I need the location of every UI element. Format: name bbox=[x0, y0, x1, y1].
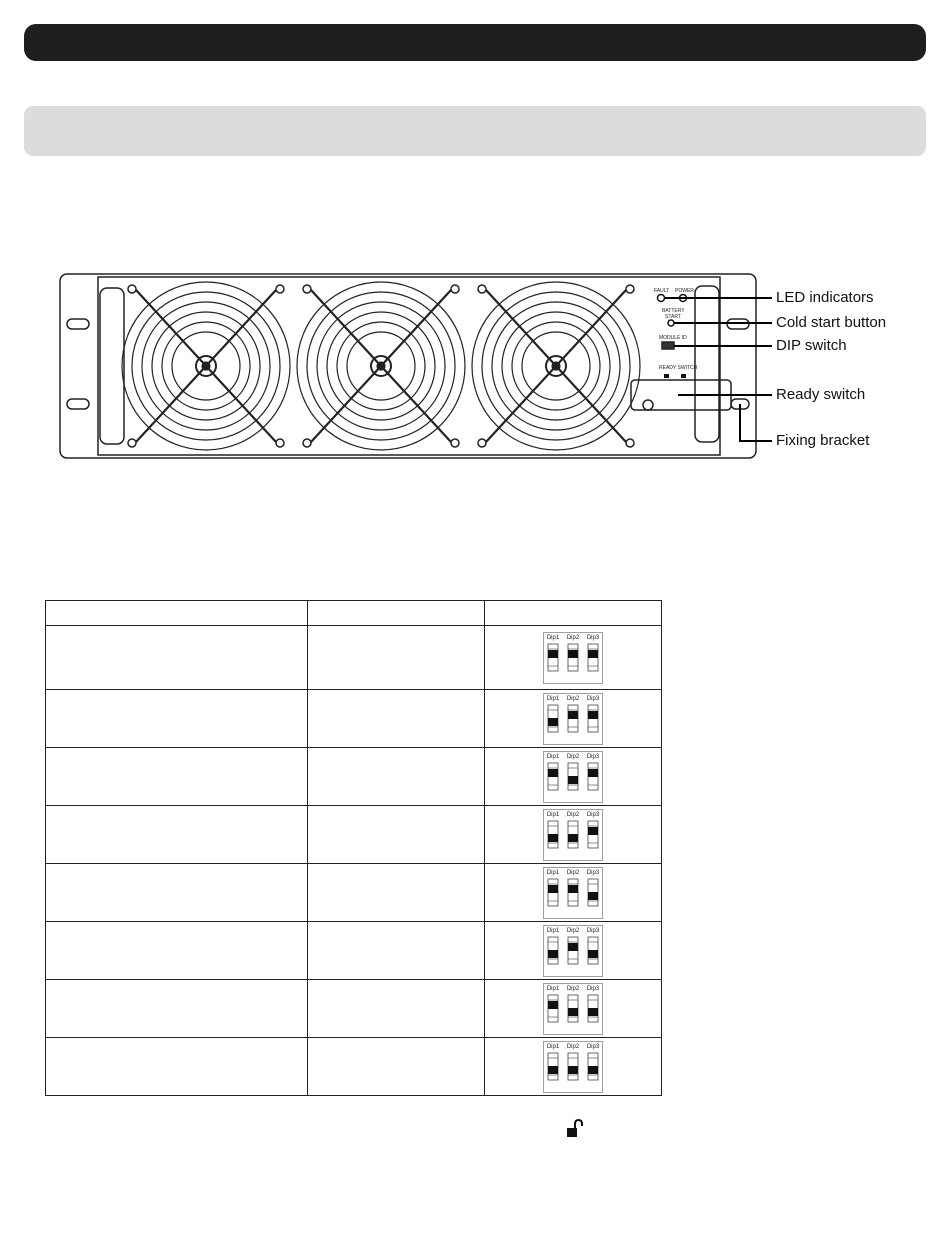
dip-switch-3 bbox=[588, 644, 598, 671]
fault-led-icon bbox=[658, 295, 665, 302]
table-cell bbox=[46, 922, 308, 980]
table-row bbox=[46, 806, 662, 864]
dip-label: Dip3 bbox=[586, 927, 600, 934]
dip-label: Dip2 bbox=[566, 695, 580, 702]
dip-label: Dip2 bbox=[566, 811, 580, 818]
dip-diagram bbox=[543, 751, 603, 803]
dip-switch-2 bbox=[568, 644, 578, 671]
table-cell bbox=[46, 864, 308, 922]
dip-label: Dip1 bbox=[546, 869, 560, 876]
dip-label: Dip1 bbox=[546, 985, 560, 992]
dip-switch-3 bbox=[588, 763, 598, 790]
dip-toggle-up bbox=[548, 1001, 558, 1009]
dip-toggle-up bbox=[548, 885, 558, 893]
fan-screw-icon bbox=[451, 439, 459, 447]
dip-switch-3 bbox=[588, 995, 598, 1022]
dip-toggle-down bbox=[548, 1066, 558, 1074]
dip-toggle-down bbox=[588, 892, 598, 900]
dip-switch-1 bbox=[548, 763, 558, 790]
dip-toggle-up bbox=[568, 650, 578, 658]
dip-diagram bbox=[543, 925, 603, 977]
left-handle bbox=[100, 288, 124, 444]
fan-screw-icon bbox=[276, 439, 284, 447]
dip-diagram-cell bbox=[485, 626, 662, 690]
dip-diagram-cell bbox=[485, 1038, 662, 1096]
dip-toggle-up bbox=[588, 827, 598, 835]
dip-switch-3 bbox=[588, 1053, 598, 1080]
fan-3 bbox=[472, 282, 640, 450]
dip-toggle-up bbox=[588, 769, 598, 777]
table-cell bbox=[46, 690, 308, 748]
dip-label: Dip1 bbox=[546, 695, 560, 702]
ready-switch-callout: Ready switch bbox=[776, 386, 866, 403]
dip-diagram-cell bbox=[485, 922, 662, 980]
dip-toggle-down bbox=[568, 776, 578, 784]
ready-unlock-icon bbox=[664, 374, 669, 378]
dip-toggle-down bbox=[588, 950, 598, 958]
module-id-dip-block bbox=[662, 342, 674, 349]
chassis-outline bbox=[60, 274, 756, 458]
table-cell bbox=[308, 626, 485, 690]
fan-screw-icon bbox=[303, 285, 311, 293]
table-cell bbox=[46, 748, 308, 806]
fan-screw-icon bbox=[626, 439, 634, 447]
battery-label: BATTERY bbox=[662, 308, 685, 314]
dip-switch-1 bbox=[548, 1053, 558, 1080]
fan-screw-icon bbox=[128, 285, 136, 293]
section-title-bar bbox=[24, 24, 926, 61]
fan-screw-icon bbox=[303, 439, 311, 447]
table-cell bbox=[46, 1038, 308, 1096]
fan-screw-icon bbox=[626, 285, 634, 293]
dip-switch-1 bbox=[548, 995, 558, 1022]
dip-diagram-cell bbox=[485, 864, 662, 922]
dip-diagram-cell bbox=[485, 748, 662, 806]
cold-start-callout: Cold start button bbox=[776, 314, 887, 331]
left-ear-slot-top bbox=[67, 319, 89, 329]
fan-screw-icon bbox=[478, 285, 486, 293]
ready-switch-label: READY SWITCH bbox=[659, 365, 698, 371]
dip-switch-2 bbox=[568, 937, 578, 964]
dip-diagram bbox=[543, 632, 603, 684]
dip-diagram-cell bbox=[485, 980, 662, 1038]
dip-switch-3 bbox=[588, 705, 598, 732]
dip-switch-1 bbox=[548, 821, 558, 848]
dip-toggle-down bbox=[588, 1008, 598, 1016]
dip-toggle-up bbox=[568, 943, 578, 951]
power-module-front-panel-figure bbox=[58, 268, 898, 464]
dip-diagram bbox=[543, 983, 603, 1035]
dip-diagram bbox=[543, 693, 603, 745]
table-cell bbox=[308, 864, 485, 922]
dip-label: Dip3 bbox=[586, 634, 600, 641]
table-cell bbox=[46, 806, 308, 864]
dip-label: Dip1 bbox=[546, 634, 560, 641]
dip-switch-table bbox=[45, 600, 662, 1096]
dip-toggle-down bbox=[588, 1066, 598, 1074]
dip-switch-3 bbox=[588, 937, 598, 964]
dip-switch-1 bbox=[548, 644, 558, 671]
table-row bbox=[46, 748, 662, 806]
dip-label: Dip2 bbox=[566, 927, 580, 934]
dip-toggle-down bbox=[568, 834, 578, 842]
dip-switch-2 bbox=[568, 821, 578, 848]
fan-1 bbox=[122, 282, 290, 450]
dip-toggle-down bbox=[548, 834, 558, 842]
power-module-drawing bbox=[58, 268, 898, 464]
dip-label: Dip1 bbox=[546, 1043, 560, 1050]
dip-toggle-down bbox=[568, 1066, 578, 1074]
dip-label: Dip3 bbox=[586, 753, 600, 760]
table-cell bbox=[46, 626, 308, 690]
dip-toggle-up bbox=[548, 769, 558, 777]
dip-switch-3 bbox=[588, 821, 598, 848]
header-cell bbox=[485, 601, 662, 626]
dip-toggle-down bbox=[548, 718, 558, 726]
fan-screw-icon bbox=[478, 439, 486, 447]
dip-toggle-up bbox=[588, 650, 598, 658]
table-cell bbox=[308, 980, 485, 1038]
module-id-label: MODULE ID bbox=[659, 335, 687, 341]
dip-switch-1 bbox=[548, 705, 558, 732]
dip-label: Dip2 bbox=[566, 634, 580, 641]
fan-screw-icon bbox=[276, 285, 284, 293]
ready-lock-icon bbox=[681, 374, 686, 378]
power-label: POWER bbox=[675, 288, 694, 294]
dip-label: Dip3 bbox=[586, 811, 600, 818]
left-ear-slot-bottom bbox=[67, 399, 89, 409]
dip-diagram bbox=[543, 809, 603, 861]
fan-group bbox=[122, 282, 640, 450]
header-cell bbox=[308, 601, 485, 626]
dip-label: Dip2 bbox=[566, 1043, 580, 1050]
table-row bbox=[46, 864, 662, 922]
table-row bbox=[46, 690, 662, 748]
dip-toggle-up bbox=[568, 885, 578, 893]
table-cell bbox=[308, 690, 485, 748]
dip-switch-1 bbox=[548, 879, 558, 906]
dip-label: Dip2 bbox=[566, 753, 580, 760]
table-row bbox=[46, 922, 662, 980]
dip-label: Dip2 bbox=[566, 985, 580, 992]
table-cell bbox=[308, 922, 485, 980]
dip-label: Dip3 bbox=[586, 869, 600, 876]
dip-switch-2 bbox=[568, 995, 578, 1022]
dip-toggle-up bbox=[568, 711, 578, 719]
fixing-bracket-callout: Fixing bracket bbox=[776, 432, 870, 449]
dip-switch-2 bbox=[568, 763, 578, 790]
fan-2 bbox=[297, 282, 465, 450]
fan-screw-icon bbox=[451, 285, 459, 293]
ready-switch-knob bbox=[643, 400, 653, 410]
cold-start-button-icon bbox=[668, 320, 674, 326]
dip-switch-callout: DIP switch bbox=[776, 337, 847, 354]
start-label: START bbox=[665, 314, 681, 320]
dip-switch-3 bbox=[588, 879, 598, 906]
dip-toggle-down bbox=[548, 950, 558, 958]
table-header-row bbox=[46, 601, 662, 626]
dip-switch-2 bbox=[568, 879, 578, 906]
header-cell bbox=[46, 601, 308, 626]
table-cell bbox=[308, 806, 485, 864]
dip-diagram bbox=[543, 1041, 603, 1093]
dip-toggle-down bbox=[568, 1008, 578, 1016]
dip-label: Dip3 bbox=[586, 985, 600, 992]
dip-label: Dip3 bbox=[586, 1043, 600, 1050]
dip-label: Dip3 bbox=[586, 695, 600, 702]
dip-label: Dip1 bbox=[546, 811, 560, 818]
dip-switch-2 bbox=[568, 705, 578, 732]
fault-label: FAULT bbox=[654, 288, 670, 294]
table-cell bbox=[308, 1038, 485, 1096]
led-indicators-callout: LED indicators bbox=[776, 289, 874, 306]
unlock-icon bbox=[566, 1119, 584, 1139]
table-row bbox=[46, 626, 662, 690]
table-cell bbox=[308, 748, 485, 806]
subsection-title-bar bbox=[24, 106, 926, 156]
dip-toggle-up bbox=[588, 711, 598, 719]
dip-diagram-cell bbox=[485, 690, 662, 748]
right-handle bbox=[695, 286, 719, 442]
table-cell bbox=[46, 980, 308, 1038]
table-row bbox=[46, 980, 662, 1038]
dip-diagram bbox=[543, 867, 603, 919]
dip-diagram-cell bbox=[485, 806, 662, 864]
fan-screw-icon bbox=[128, 439, 136, 447]
table-row bbox=[46, 1038, 662, 1096]
dip-label: Dip2 bbox=[566, 869, 580, 876]
dip-toggle-up bbox=[548, 650, 558, 658]
dip-label: Dip1 bbox=[546, 753, 560, 760]
dip-switch-1 bbox=[548, 937, 558, 964]
dip-label: Dip1 bbox=[546, 927, 560, 934]
dip-switch-2 bbox=[568, 1053, 578, 1080]
